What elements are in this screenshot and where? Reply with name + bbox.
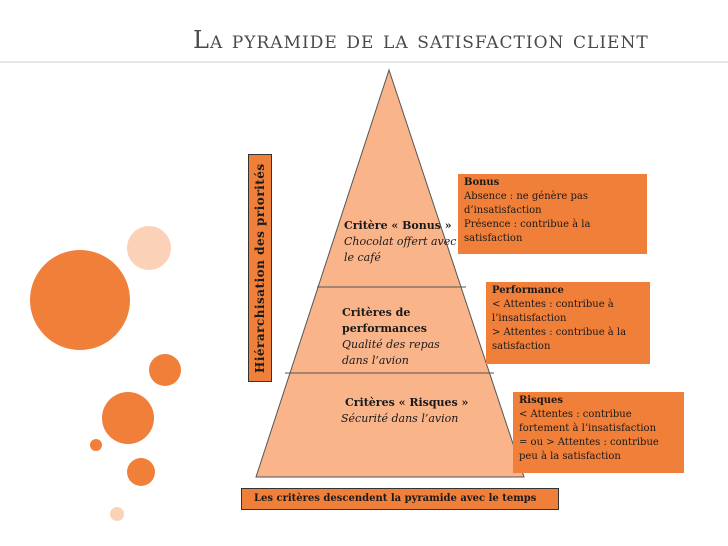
box-bonus-line: Absence : ne génère pas bbox=[464, 191, 588, 202]
level-performance-title1: Critères de bbox=[342, 306, 411, 319]
box-performance-line: l’insatisfaction bbox=[492, 313, 567, 324]
level-performance-line1: Qualité des repas bbox=[342, 338, 440, 351]
box-bonus-line: Présence : contribue à la bbox=[464, 219, 591, 230]
box-risques-line: < Attentes : contribue bbox=[519, 409, 632, 420]
box-risques-title: Risques bbox=[519, 395, 563, 406]
box-risques-line: fortement à l’insatisfaction bbox=[519, 423, 657, 434]
decorative-circle-light bbox=[127, 226, 171, 270]
box-performance-line: < Attentes : contribue à bbox=[492, 299, 614, 310]
level-performance-line2: dans l’avion bbox=[342, 354, 409, 367]
level-bonus-line2: le café bbox=[344, 251, 381, 264]
level-performance-label bbox=[342, 305, 440, 369]
priority-axis-label: Hiérarchisation des priorités bbox=[248, 154, 272, 382]
level-bonus-label bbox=[344, 218, 456, 266]
decorative-circle-tiny bbox=[90, 439, 102, 451]
box-bonus-line: d’insatisfaction bbox=[464, 205, 542, 216]
footer-note: Les critères descendent la pyramide avec le temps bbox=[241, 488, 559, 510]
box-risques-line: peu à la satisfaction bbox=[519, 451, 621, 462]
level-bonus-title: Critère « Bonus » bbox=[344, 219, 452, 232]
level-bonus-line1: Chocolat offert avec bbox=[344, 235, 457, 248]
box-performance-line: > Attentes : contribue à la bbox=[492, 327, 627, 338]
decorative-circle-medium bbox=[149, 354, 181, 386]
level-risques-label bbox=[341, 395, 468, 427]
decorative-circle-tiny-2 bbox=[110, 507, 124, 521]
box-bonus-title: Bonus bbox=[464, 177, 500, 188]
decorative-circle-large bbox=[30, 250, 130, 350]
level-performance-title2: performances bbox=[342, 322, 428, 335]
box-risques bbox=[513, 392, 684, 473]
level-risques-line1: Sécurité dans l’avion bbox=[341, 412, 459, 425]
box-bonus-line: satisfaction bbox=[464, 233, 523, 244]
box-risques-line: = ou > Attentes : contribue bbox=[519, 437, 659, 448]
decorative-circle-small bbox=[127, 458, 155, 486]
level-risques-title: Critères « Risques » bbox=[345, 396, 469, 409]
page-title: La pyramide de la satisfaction client bbox=[193, 26, 649, 54]
box-performance-line: satisfaction bbox=[492, 341, 551, 352]
box-bonus bbox=[458, 174, 647, 254]
decorative-circle-medium-2 bbox=[102, 392, 154, 444]
box-performance-title: Performance bbox=[492, 285, 564, 296]
box-performance bbox=[486, 282, 650, 364]
